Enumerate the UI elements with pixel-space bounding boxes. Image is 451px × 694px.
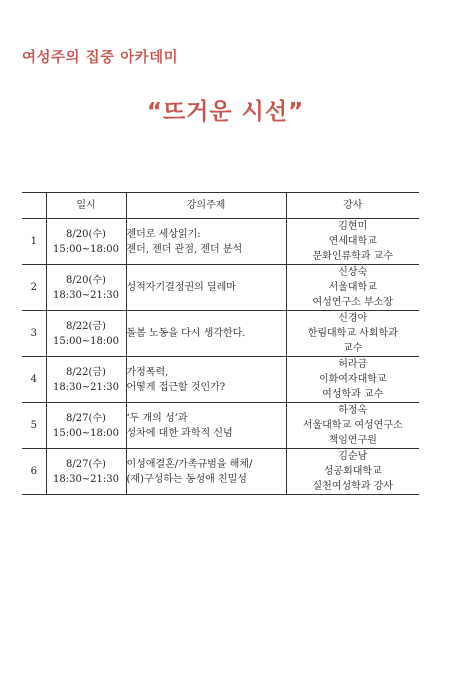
- row-topic-line: 가정폭력,: [126, 366, 169, 378]
- row-number: 3: [22, 311, 46, 357]
- row-topic: [126, 219, 286, 265]
- row-lecturer: [286, 219, 419, 265]
- header-number: [22, 193, 46, 219]
- row-date: 8/22(금): [66, 320, 106, 332]
- table-row: [22, 357, 419, 403]
- row-number: 6: [22, 449, 46, 495]
- header-lecturer: 강사: [286, 193, 419, 219]
- row-lecturer: [286, 311, 419, 357]
- row-topic-line: 젠더로 세상읽기:: [126, 228, 201, 240]
- lecturer-affiliation: 연세대학교: [328, 236, 377, 247]
- row-topic-line: 이성애결혼/가족규범을 해체/: [126, 458, 253, 470]
- row-number: 1: [22, 219, 46, 265]
- row-date: 8/20(수): [66, 274, 106, 286]
- table-row: [22, 219, 419, 265]
- row-time: 18:30~21:30: [52, 473, 119, 485]
- lecture-schedule-table: [22, 192, 419, 495]
- lecturer-position: 여성학과 교수: [322, 389, 384, 400]
- lecturer-position: 문화인류학과 교수: [312, 251, 393, 262]
- lecturer-name: 김순남: [338, 451, 368, 462]
- table-header-row: [22, 193, 419, 219]
- row-topic-line: 돌봄 노동을 다시 생각한다.: [126, 328, 246, 339]
- row-topic-line: 성차에 대한 과학적 신념: [126, 427, 233, 439]
- lecturer-position: 책임연구원: [328, 435, 377, 446]
- row-lecturer: [286, 265, 419, 311]
- row-datetime: [46, 311, 126, 357]
- lecturer-affiliation: 성공회대학교: [323, 466, 382, 477]
- row-topic-line: (재)구성하는 동성애 친밀성: [126, 473, 247, 485]
- table-row: [22, 311, 419, 357]
- row-topic: [126, 403, 286, 449]
- row-date: 8/20(수): [66, 228, 106, 240]
- row-time: 18:30~21:30: [52, 289, 119, 301]
- lecturer-position: 교수: [343, 343, 363, 354]
- row-topic-line: 성적자기결정권의 딜레마: [126, 282, 236, 293]
- lecturer-affiliation: 한림대학교 사회학과: [307, 328, 398, 339]
- row-datetime: [46, 449, 126, 495]
- lecturer-position: 실천여성학과 강사: [312, 481, 393, 492]
- lecturer-affiliation: 이화여자대학교: [318, 374, 387, 385]
- lecturer-name: 하정옥: [338, 405, 368, 416]
- table-row: [22, 403, 419, 449]
- row-time: 15:00~18:00: [52, 243, 119, 255]
- row-topic: [126, 311, 286, 357]
- lecturer-name: 신경아: [338, 313, 368, 324]
- table-row: [22, 265, 419, 311]
- lecturer-affiliation: 서울대학교 여성연구소: [302, 420, 403, 431]
- row-topic: [126, 265, 286, 311]
- row-topic-line: 어떻게 접근할 것인가?: [126, 381, 226, 393]
- lecturer-name: 신상숙: [338, 267, 368, 278]
- table-row: [22, 449, 419, 495]
- row-date: 8/27(수): [66, 412, 106, 424]
- row-time: 15:00~18:00: [52, 335, 119, 347]
- row-topic-line: ‘두 개의 성’과: [126, 412, 188, 424]
- row-topic: [126, 357, 286, 403]
- row-date: 8/22(금): [66, 366, 106, 378]
- lecturer-position: 여성연구소 부소장: [312, 297, 393, 308]
- row-lecturer: [286, 403, 419, 449]
- row-datetime: [46, 265, 126, 311]
- row-datetime: [46, 403, 126, 449]
- row-date: 8/27(수): [66, 458, 106, 470]
- row-topic: [126, 449, 286, 495]
- row-datetime: [46, 357, 126, 403]
- lecturer-name: 허라금: [338, 359, 368, 370]
- row-number: 4: [22, 357, 46, 403]
- row-number: 5: [22, 403, 46, 449]
- row-topic-line: 젠더, 젠더 관점, 젠더 분석: [126, 243, 243, 255]
- main-title: “뜨거운 시선”: [146, 99, 305, 125]
- series-title: 여성주의 집중 아카데미: [22, 50, 179, 66]
- row-time: 18:30~21:30: [52, 381, 119, 393]
- header-topic: 강의주제: [126, 193, 286, 219]
- lecturer-name: 김현미: [338, 221, 368, 232]
- header-datetime: 일시: [46, 193, 126, 219]
- lecturer-affiliation: 서울대학교: [328, 282, 377, 293]
- row-lecturer: [286, 449, 419, 495]
- row-time: 15:00~18:00: [52, 427, 119, 439]
- row-number: 2: [22, 265, 46, 311]
- row-datetime: [46, 219, 126, 265]
- row-lecturer: [286, 357, 419, 403]
